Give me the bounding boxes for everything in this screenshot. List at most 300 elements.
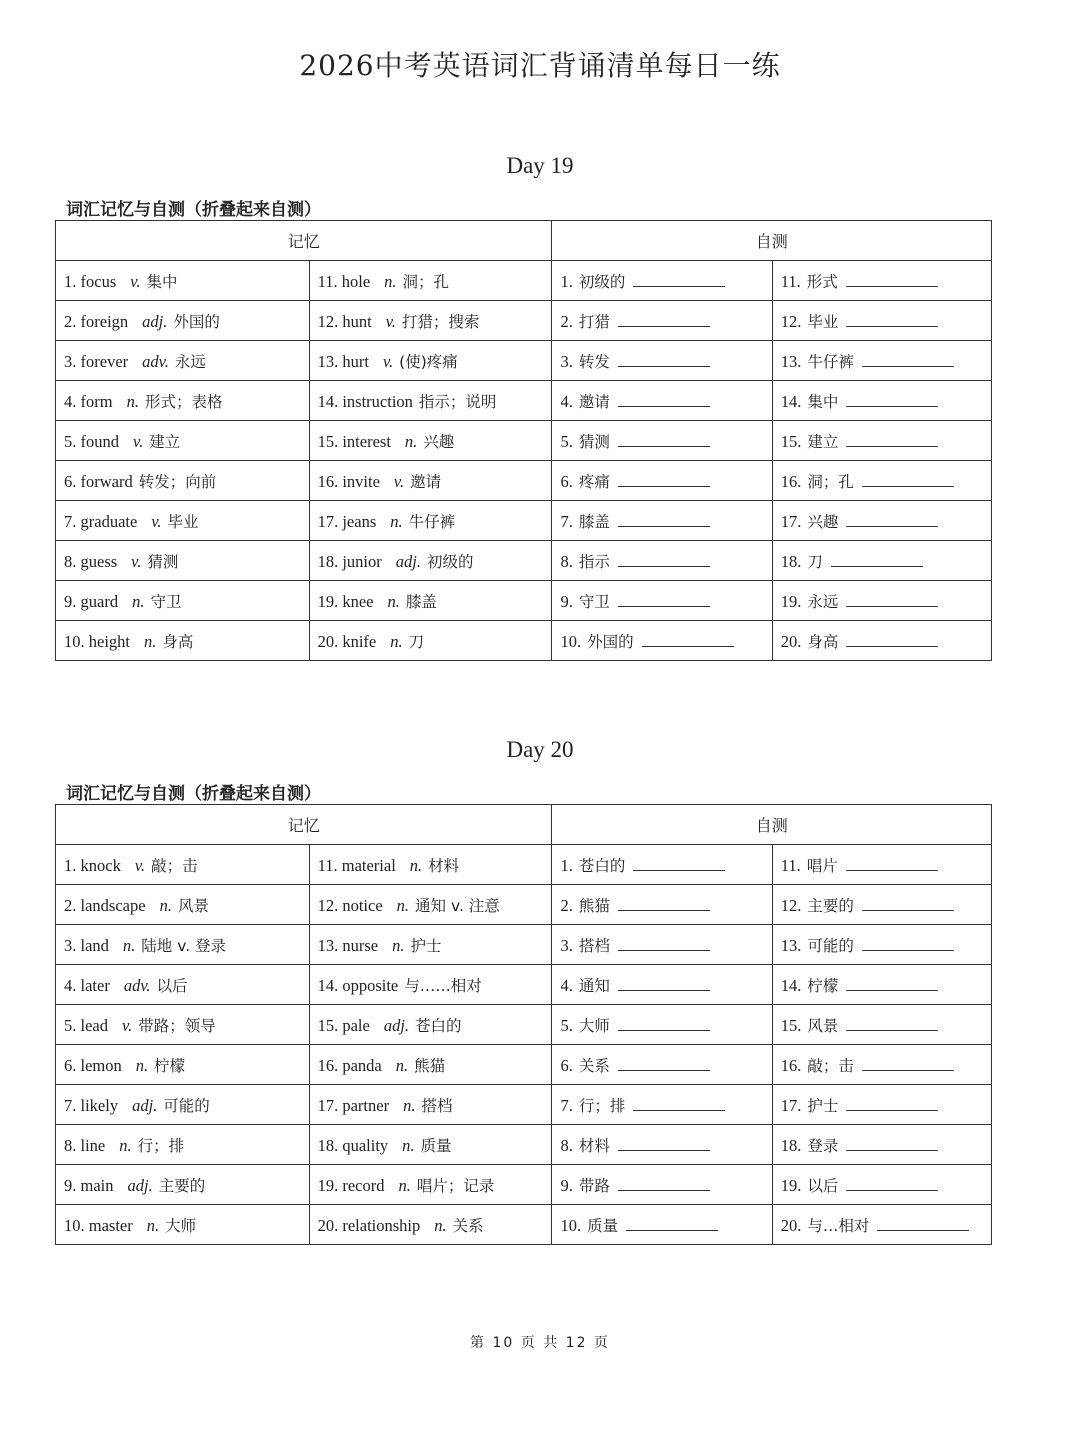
word-chinese: 毕业 <box>167 512 199 531</box>
word-chinese: 守卫 <box>150 592 182 611</box>
answer-blank[interactable] <box>618 896 710 911</box>
test-prompt: 敲；击 <box>807 1056 854 1075</box>
memory-cell <box>56 421 310 461</box>
word-pos: n. <box>392 935 405 955</box>
word-english: 2. foreign <box>64 311 129 331</box>
header-test: 自测 <box>552 221 992 261</box>
test-cell <box>772 501 991 541</box>
answer-blank[interactable] <box>618 512 710 527</box>
test-number: 1. <box>560 271 573 291</box>
memory-cell <box>309 1125 552 1165</box>
word-pos: v. <box>121 1015 133 1035</box>
memory-cell <box>309 541 552 581</box>
table-row <box>56 301 992 341</box>
test-number: 16. <box>780 471 802 491</box>
word-english: 7. graduate <box>64 511 138 531</box>
word-pos: n. <box>159 895 172 915</box>
test-number: 17. <box>780 1095 802 1115</box>
memory-cell <box>309 301 552 341</box>
word-english: 13. nurse <box>317 935 379 955</box>
test-prompt: 搭档 <box>578 936 610 955</box>
answer-blank[interactable] <box>626 1216 718 1231</box>
word-chinese: 护士 <box>410 936 442 955</box>
memory-cell <box>309 1005 552 1045</box>
word-english: 20. relationship <box>317 1215 421 1235</box>
word-pos: n. <box>384 271 397 291</box>
answer-blank[interactable] <box>618 392 710 407</box>
test-number: 7. <box>560 1095 573 1115</box>
word-pos: n. <box>396 895 410 915</box>
test-number: 5. <box>560 431 573 451</box>
word-pos: adj. <box>395 551 421 571</box>
test-number: 15. <box>780 1015 802 1035</box>
table-row <box>56 461 992 501</box>
word-chinese: 可能的 <box>163 1096 210 1115</box>
word-chinese: 通知 v. 注意 <box>415 896 500 915</box>
test-number: 7. <box>560 511 573 531</box>
test-prompt: 外国的 <box>587 632 634 651</box>
memory-cell <box>56 925 310 965</box>
word-pos: v. <box>385 311 396 331</box>
test-number: 16. <box>780 1055 802 1075</box>
test-number: 4. <box>560 975 573 995</box>
test-number: 18. <box>780 551 802 571</box>
memory-cell <box>309 621 552 661</box>
test-prompt: 刀 <box>807 552 823 571</box>
word-pos: n. <box>390 511 403 531</box>
test-number: 20. <box>780 1215 802 1235</box>
word-pos: v. <box>133 431 144 451</box>
test-prompt: 疼痛 <box>578 472 610 491</box>
word-chinese: 打猎；搜索 <box>401 312 480 331</box>
test-number: 18. <box>780 1135 802 1155</box>
answer-blank[interactable] <box>618 936 710 951</box>
test-number: 11. <box>780 855 801 875</box>
memory-cell <box>56 1045 310 1085</box>
table-row <box>56 581 992 621</box>
memory-cell <box>56 1205 310 1245</box>
test-prompt: 护士 <box>807 1096 839 1115</box>
word-pos: n. <box>390 631 403 651</box>
test-cell <box>772 845 991 885</box>
answer-blank[interactable] <box>618 472 710 487</box>
memory-cell <box>309 341 552 381</box>
test-cell <box>552 261 772 301</box>
test-cell <box>772 301 991 341</box>
test-prompt: 初级的 <box>578 272 626 291</box>
table-row <box>56 341 992 381</box>
word-english: 15. interest <box>317 431 391 451</box>
word-chinese: 集中 <box>146 272 178 291</box>
answer-blank[interactable] <box>618 552 710 567</box>
vocab-table-day19 <box>55 220 992 661</box>
word-pos: n. <box>119 1135 132 1155</box>
word-pos: n. <box>146 1215 160 1235</box>
word-chinese: 外国的 <box>173 312 220 331</box>
test-number: 2. <box>560 895 573 915</box>
word-chinese: 陆地 v. 登录 <box>141 936 227 955</box>
word-chinese: 主要的 <box>158 1176 206 1195</box>
memory-cell <box>309 1165 552 1205</box>
test-prompt: 牛仔裤 <box>807 352 854 371</box>
test-prompt: 毕业 <box>807 312 839 331</box>
answer-blank[interactable] <box>633 272 725 287</box>
word-english: 14. instruction <box>317 391 413 411</box>
word-english: 9. main <box>64 1175 114 1195</box>
word-pos: n. <box>126 391 139 411</box>
answer-blank[interactable] <box>862 352 954 367</box>
test-number: 10. <box>560 1215 582 1235</box>
section-label: 词汇记忆与自测（折叠起来自测） <box>66 784 321 804</box>
word-chinese: 猜测 <box>147 552 179 571</box>
word-pos: n. <box>387 591 400 611</box>
test-prompt: 转发 <box>578 352 610 371</box>
test-cell <box>552 341 772 381</box>
word-english: 1. focus <box>64 271 117 291</box>
answer-blank[interactable] <box>642 632 734 647</box>
test-cell <box>552 461 772 501</box>
answer-blank[interactable] <box>846 392 938 407</box>
word-pos: n. <box>434 1215 447 1235</box>
test-cell <box>552 925 772 965</box>
word-english: 1. knock <box>64 855 121 875</box>
memory-cell <box>56 381 310 421</box>
test-number: 15. <box>780 431 802 451</box>
word-pos: n. <box>122 935 136 955</box>
day-title: Day 19 <box>506 153 574 178</box>
table-row <box>56 1205 992 1245</box>
word-pos: n. <box>132 591 145 611</box>
word-english: 16. panda <box>317 1055 382 1075</box>
test-prompt: 带路 <box>578 1176 610 1195</box>
table-row <box>56 1085 992 1125</box>
memory-cell <box>309 381 552 421</box>
memory-cell <box>56 461 310 501</box>
memory-cell <box>309 1085 552 1125</box>
word-english: 17. jeans <box>317 511 377 531</box>
test-cell <box>772 541 991 581</box>
answer-blank[interactable] <box>846 1096 938 1111</box>
test-cell <box>552 845 772 885</box>
word-chinese: 唱片；记录 <box>416 1176 495 1195</box>
word-chinese: 质量 <box>420 1136 452 1155</box>
table-row <box>56 1045 992 1085</box>
test-prompt: 可能的 <box>807 936 854 955</box>
word-english: 11. material <box>317 855 396 875</box>
test-prompt: 大师 <box>578 1016 610 1035</box>
word-chinese: 兴趣 <box>423 432 455 451</box>
word-english: 18. quality <box>317 1135 389 1155</box>
table-row <box>56 381 992 421</box>
word-english: 17. partner <box>317 1095 390 1115</box>
word-english: 7. likely <box>64 1095 119 1115</box>
word-pos: adj. <box>142 311 168 331</box>
word-english: 20. knife <box>317 631 377 651</box>
word-pos: adv. <box>123 975 151 995</box>
header-test: 自测 <box>552 805 992 845</box>
word-pos: v. <box>382 351 394 371</box>
word-chinese: 带路；领导 <box>138 1016 216 1035</box>
test-prompt: 打猎 <box>578 312 610 331</box>
header-memory: 记忆 <box>56 805 552 845</box>
word-pos: v. <box>393 471 405 491</box>
test-cell <box>772 461 991 501</box>
test-number: 9. <box>560 1175 573 1195</box>
test-prompt: 风景 <box>807 1016 839 1035</box>
word-english: 6. forward <box>64 471 133 491</box>
memory-cell <box>56 885 310 925</box>
test-number: 14. <box>780 975 802 995</box>
day-title: Day 20 <box>506 737 574 762</box>
test-cell <box>772 965 991 1005</box>
answer-blank[interactable] <box>618 1056 710 1071</box>
memory-cell <box>309 501 552 541</box>
word-chinese: 初级的 <box>426 552 474 571</box>
test-number: 2. <box>560 311 573 331</box>
word-english: 6. lemon <box>64 1055 122 1075</box>
test-cell <box>552 581 772 621</box>
test-prompt: 关系 <box>578 1056 610 1075</box>
answer-blank[interactable] <box>618 432 710 447</box>
word-pos: n. <box>404 431 418 451</box>
test-cell <box>772 341 991 381</box>
test-number: 8. <box>560 551 573 571</box>
answer-blank[interactable] <box>846 856 938 871</box>
memory-cell <box>56 621 310 661</box>
test-prompt: 行；排 <box>578 1096 626 1115</box>
answer-blank[interactable] <box>846 272 938 287</box>
memory-cell <box>56 501 310 541</box>
word-chinese: 邀请 <box>410 472 442 491</box>
word-pos: adv. <box>142 351 169 371</box>
test-prompt: 质量 <box>587 1216 619 1235</box>
word-english: 10. height <box>64 631 130 651</box>
test-number: 1. <box>560 855 573 875</box>
test-prompt: 登录 <box>807 1136 839 1155</box>
test-cell <box>552 1085 772 1125</box>
word-chinese: 敲；击 <box>151 856 198 875</box>
word-chinese: 风景 <box>177 896 209 915</box>
table-row <box>56 1005 992 1045</box>
table-row <box>56 541 992 581</box>
word-english: 3. land <box>64 935 109 955</box>
test-prompt: 建立 <box>807 432 839 451</box>
test-prompt: 柠檬 <box>807 976 839 995</box>
answer-blank[interactable] <box>862 472 954 487</box>
memory-cell <box>56 965 310 1005</box>
test-prompt: 永远 <box>807 592 839 611</box>
test-prompt: 集中 <box>807 392 839 411</box>
word-english: 11. hole <box>317 271 371 291</box>
test-prompt: 膝盖 <box>578 512 610 531</box>
test-number: 13. <box>780 351 802 371</box>
test-prompt: 猜测 <box>578 432 610 451</box>
test-number: 14. <box>780 391 802 411</box>
word-pos: n. <box>409 855 423 875</box>
word-english: 10. master <box>64 1215 133 1235</box>
memory-cell <box>309 925 552 965</box>
word-english: 12. hunt <box>317 311 372 331</box>
table-body <box>56 261 992 661</box>
word-pos: v. <box>131 551 142 571</box>
word-english: 8. guess <box>64 551 118 571</box>
word-pos: adj. <box>383 1015 410 1035</box>
table-body <box>56 845 992 1245</box>
answer-blank[interactable] <box>618 1016 710 1031</box>
answer-blank[interactable] <box>846 312 938 327</box>
word-english: 4. later <box>64 975 110 995</box>
test-cell <box>552 1125 772 1165</box>
answer-blank[interactable] <box>862 1056 954 1071</box>
test-number: 6. <box>560 1055 573 1075</box>
answer-blank[interactable] <box>618 352 710 367</box>
test-number: 4. <box>560 391 573 411</box>
memory-cell <box>309 1045 552 1085</box>
answer-blank[interactable] <box>846 1176 938 1191</box>
word-english: 5. found <box>64 431 119 451</box>
test-cell <box>772 1205 991 1245</box>
answer-blank[interactable] <box>862 936 954 951</box>
answer-blank[interactable] <box>862 896 954 911</box>
test-cell <box>552 1165 772 1205</box>
test-prompt: 兴趣 <box>807 512 839 531</box>
word-english: 16. invite <box>317 471 380 491</box>
word-chinese: 转发；向前 <box>138 472 217 491</box>
memory-cell <box>309 845 552 885</box>
test-number: 3. <box>560 935 573 955</box>
memory-cell <box>309 885 552 925</box>
table-row <box>56 965 992 1005</box>
table-row <box>56 845 992 885</box>
word-chinese: 与……相对 <box>404 976 482 995</box>
test-cell <box>772 1085 991 1125</box>
test-prompt: 材料 <box>578 1136 610 1155</box>
word-chinese: 身高 <box>162 632 194 651</box>
test-number: 5. <box>560 1015 573 1035</box>
test-number: 10. <box>560 631 582 651</box>
test-cell <box>772 1165 991 1205</box>
word-pos: v. <box>130 271 141 291</box>
memory-cell <box>56 541 310 581</box>
test-prompt: 与…相对 <box>807 1216 870 1235</box>
test-cell <box>772 885 991 925</box>
answer-blank[interactable] <box>633 1096 725 1111</box>
answer-blank[interactable] <box>846 976 938 991</box>
memory-cell <box>56 581 310 621</box>
word-chinese: 膝盖 <box>405 592 437 611</box>
test-number: 11. <box>780 271 801 291</box>
word-chinese: 苍白的 <box>415 1016 462 1035</box>
test-cell <box>552 1045 772 1085</box>
answer-blank[interactable] <box>618 1176 710 1191</box>
test-prompt: 通知 <box>578 976 610 995</box>
word-english: 19. knee <box>317 591 374 611</box>
word-pos: v. <box>151 511 162 531</box>
memory-cell <box>56 845 310 885</box>
table-row <box>56 261 992 301</box>
answer-blank[interactable] <box>618 592 710 607</box>
test-number: 20. <box>780 631 802 651</box>
test-prompt: 邀请 <box>578 392 610 411</box>
memory-cell <box>56 1125 310 1165</box>
answer-blank[interactable] <box>846 432 938 447</box>
word-chinese: 永远 <box>174 352 206 371</box>
test-cell <box>772 261 991 301</box>
answer-blank[interactable] <box>846 592 938 607</box>
answer-blank[interactable] <box>877 1216 969 1231</box>
page-footer: 第 10 页 共 12 页 <box>470 1335 610 1351</box>
table-row <box>56 885 992 925</box>
test-number: 13. <box>780 935 802 955</box>
table-row <box>56 925 992 965</box>
test-number: 8. <box>560 1135 573 1155</box>
test-number: 19. <box>780 1175 802 1195</box>
table-row <box>56 621 992 661</box>
word-english: 19. record <box>317 1175 385 1195</box>
test-number: 19. <box>780 591 802 611</box>
memory-cell <box>309 1205 552 1245</box>
word-pos: adj. <box>132 1095 158 1115</box>
memory-cell <box>56 1165 310 1205</box>
test-cell <box>772 925 991 965</box>
test-number: 17. <box>780 511 802 531</box>
test-number: 3. <box>560 351 573 371</box>
word-pos: n. <box>398 1175 411 1195</box>
test-number: 12. <box>780 311 802 331</box>
word-chinese: 材料 <box>428 856 460 875</box>
test-cell <box>552 501 772 541</box>
test-cell <box>552 421 772 461</box>
test-cell <box>772 1005 991 1045</box>
word-english: 13. hurt <box>317 351 369 371</box>
test-cell <box>552 621 772 661</box>
test-prompt: 苍白的 <box>578 856 626 875</box>
answer-blank[interactable] <box>618 312 710 327</box>
answer-blank[interactable] <box>618 976 710 991</box>
table-row <box>56 421 992 461</box>
word-pos: n. <box>402 1135 415 1155</box>
answer-blank[interactable] <box>846 1136 938 1151</box>
memory-cell <box>56 1085 310 1125</box>
answer-blank[interactable] <box>831 552 923 567</box>
answer-blank[interactable] <box>846 512 938 527</box>
word-chinese: 刀 <box>408 632 425 651</box>
test-cell <box>552 541 772 581</box>
answer-blank[interactable] <box>633 856 725 871</box>
test-prompt: 身高 <box>807 632 839 651</box>
word-chinese: 指示；说明 <box>418 392 497 411</box>
word-english: 5. lead <box>64 1015 108 1035</box>
test-prompt: 守卫 <box>578 592 610 611</box>
test-number: 12. <box>780 895 802 915</box>
answer-blank[interactable] <box>846 632 938 647</box>
test-prompt: 指示 <box>578 552 610 571</box>
test-cell <box>772 381 991 421</box>
memory-cell <box>309 461 552 501</box>
word-pos: adj. <box>127 1175 153 1195</box>
word-pos: v. <box>134 855 146 875</box>
section-label: 词汇记忆与自测（折叠起来自测） <box>66 200 321 220</box>
word-chinese: 建立 <box>149 432 181 451</box>
word-english: 15. pale <box>317 1015 370 1035</box>
memory-cell <box>56 341 310 381</box>
test-prompt: 形式 <box>806 272 838 291</box>
word-english: 2. landscape <box>64 895 146 915</box>
test-number: 6. <box>560 471 573 491</box>
answer-blank[interactable] <box>846 1016 938 1031</box>
word-chinese: 柠檬 <box>154 1056 186 1075</box>
answer-blank[interactable] <box>618 1136 710 1151</box>
